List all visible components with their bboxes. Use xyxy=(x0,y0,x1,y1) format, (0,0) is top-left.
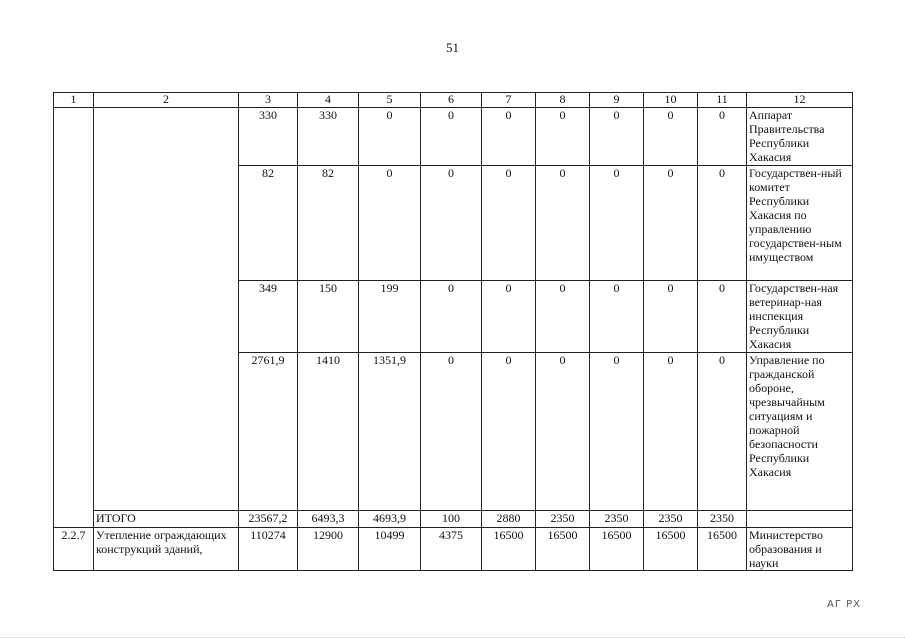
header-cell: 2 xyxy=(94,93,239,108)
org-cell: Государствен-ный комитет Республики Хакасия по управлению государствен-ным имуществом xyxy=(747,166,853,281)
header-cell: 11 xyxy=(698,93,747,108)
item-name: Утепление ограждающих конструкций зданий, xyxy=(94,528,239,571)
value-cell: 0 xyxy=(482,281,536,353)
total-value-cell: 6493,3 xyxy=(298,511,359,528)
value-cell: 0 xyxy=(421,353,482,511)
value-cell: 0 xyxy=(590,281,644,353)
total-value-cell: 2350 xyxy=(536,511,590,528)
total-org-cell xyxy=(747,511,853,528)
value-cell: 0 xyxy=(698,108,747,166)
value-cell: 0 xyxy=(421,166,482,281)
value-cell: 0 xyxy=(698,281,747,353)
item-value-cell: 16500 xyxy=(590,528,644,571)
header-cell: 1 xyxy=(54,93,94,108)
value-cell: 0 xyxy=(482,166,536,281)
item-row xyxy=(54,528,853,571)
header-cell: 12 xyxy=(747,93,853,108)
item-value-cell: 16500 xyxy=(536,528,590,571)
value-cell: 0 xyxy=(482,108,536,166)
value-cell: 0 xyxy=(698,353,747,511)
value-cell: 82 xyxy=(239,166,298,281)
header-cell: 10 xyxy=(644,93,698,108)
value-cell: 0 xyxy=(698,166,747,281)
header-cell: 7 xyxy=(482,93,536,108)
value-cell: 150 xyxy=(298,281,359,353)
item-value-cell: 110274 xyxy=(239,528,298,571)
total-label: ИТОГО xyxy=(94,511,239,528)
value-cell: 199 xyxy=(359,281,421,353)
header-cell: 8 xyxy=(536,93,590,108)
header-cell: 6 xyxy=(421,93,482,108)
value-cell: 0 xyxy=(644,281,698,353)
archive-stamp: АГ РХ xyxy=(827,599,861,610)
item-value-cell: 10499 xyxy=(359,528,421,571)
value-cell: 82 xyxy=(298,166,359,281)
item-org-cell: Министерство образования и науки xyxy=(747,528,853,571)
value-cell: 0 xyxy=(421,281,482,353)
value-cell: 0 xyxy=(482,353,536,511)
item-value-cell: 16500 xyxy=(698,528,747,571)
header-cell: 4 xyxy=(298,93,359,108)
total-value-cell: 2350 xyxy=(590,511,644,528)
org-cell: Государствен-ная ветеринар-ная инспекция Республики Хакасия xyxy=(747,281,853,353)
header-cell: 5 xyxy=(359,93,421,108)
item-value-cell: 16500 xyxy=(482,528,536,571)
value-cell: 0 xyxy=(359,108,421,166)
value-cell: 0 xyxy=(536,166,590,281)
total-row xyxy=(54,511,853,528)
page-number: 51 xyxy=(446,40,459,55)
value-cell: 0 xyxy=(421,108,482,166)
org-cell: Аппарат Правительства Республики Хакасия xyxy=(747,108,853,166)
total-value-cell: 23567,2 xyxy=(239,511,298,528)
total-value-cell: 100 xyxy=(421,511,482,528)
value-cell: 330 xyxy=(239,108,298,166)
merged-number-cell xyxy=(54,108,94,528)
value-cell: 349 xyxy=(239,281,298,353)
value-cell: 330 xyxy=(298,108,359,166)
value-cell: 0 xyxy=(536,108,590,166)
value-cell: 0 xyxy=(359,166,421,281)
item-value-cell: 16500 xyxy=(644,528,698,571)
budget-table xyxy=(53,92,853,571)
org-cell: Управление по гражданской обороне, чрезвычайным ситуациям и пожарной безопасности Республики Хакасия xyxy=(747,353,853,511)
value-cell: 0 xyxy=(590,353,644,511)
value-cell: 0 xyxy=(644,353,698,511)
total-value-cell: 2350 xyxy=(644,511,698,528)
header-cell: 3 xyxy=(239,93,298,108)
scan-edge xyxy=(0,635,905,638)
total-value-cell: 4693,9 xyxy=(359,511,421,528)
value-cell: 2761,9 xyxy=(239,353,298,511)
value-cell: 0 xyxy=(590,108,644,166)
total-value-cell: 2350 xyxy=(698,511,747,528)
item-value-cell: 4375 xyxy=(421,528,482,571)
value-cell: 1351,9 xyxy=(359,353,421,511)
value-cell: 0 xyxy=(536,353,590,511)
value-cell: 0 xyxy=(644,166,698,281)
value-cell: 1410 xyxy=(298,353,359,511)
header-cell: 9 xyxy=(590,93,644,108)
value-cell: 0 xyxy=(590,166,644,281)
value-cell: 0 xyxy=(644,108,698,166)
item-value-cell: 12900 xyxy=(298,528,359,571)
total-value-cell: 2880 xyxy=(482,511,536,528)
header-row xyxy=(54,93,853,108)
table-row xyxy=(54,108,853,166)
value-cell: 0 xyxy=(536,281,590,353)
item-number: 2.2.7 xyxy=(54,528,94,571)
merged-name-cell xyxy=(94,108,239,511)
